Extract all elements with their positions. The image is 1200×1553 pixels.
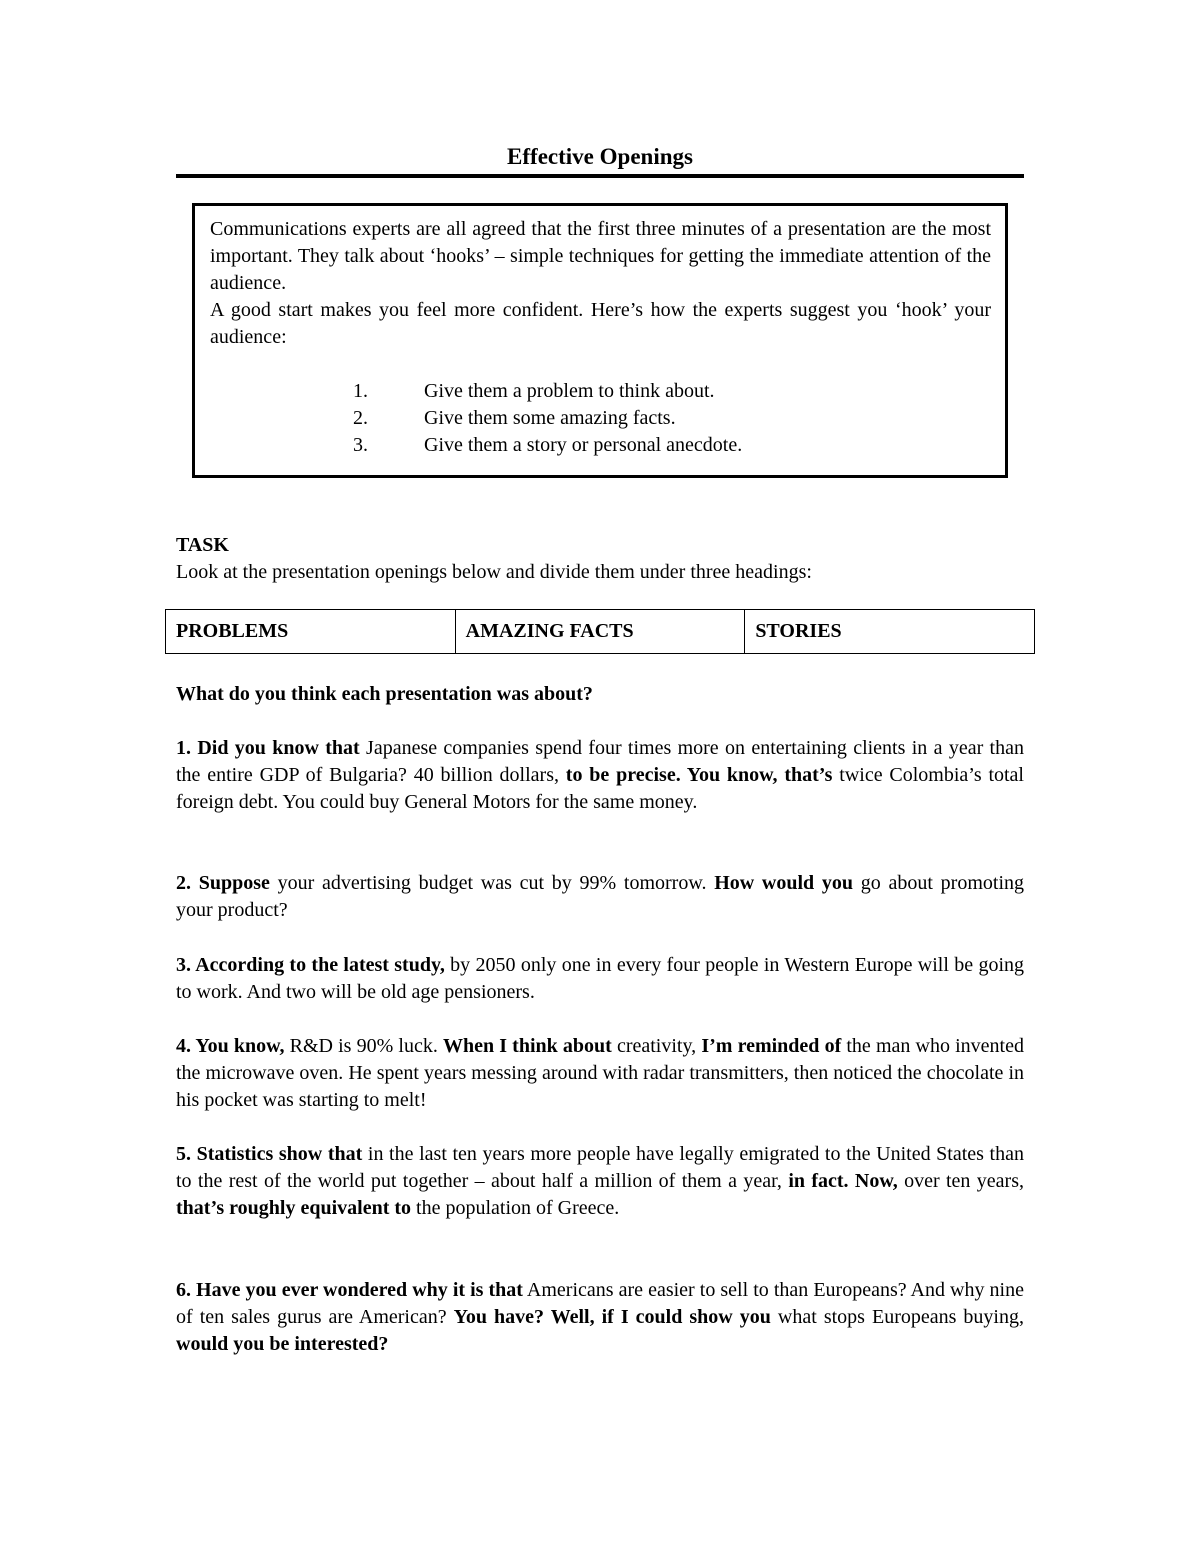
hook-number: 2. xyxy=(353,407,368,429)
opening-segment: 5. Statistics show that xyxy=(176,1143,363,1165)
headings-table xyxy=(165,609,1035,654)
opening-segment: twice Colombia’s total foreign debt. You could buy General Motors for the same money. xyxy=(176,764,1024,813)
column-amazing-facts: AMAZING FACTS xyxy=(455,610,745,654)
opening-segment: creativity, xyxy=(611,1035,702,1057)
table-row xyxy=(166,610,1035,654)
task-heading: TASK xyxy=(176,534,229,556)
opening-segment: what stops Europeans buying, xyxy=(770,1306,1024,1328)
opening-segment: 3. According to the latest study, xyxy=(176,954,445,976)
opening-segment: by 2050 only one in every four people in Western Europe will be going to work. And two will be old age pensioners. xyxy=(176,954,1025,1003)
opening-segment: would you be interested? xyxy=(176,1333,389,1355)
hook-text: Give them some amazing facts. xyxy=(424,407,676,429)
column-problems: PROBLEMS xyxy=(166,610,456,654)
opening-6 xyxy=(176,1277,1024,1358)
opening-segment: in fact. Now, xyxy=(788,1170,898,1192)
column-stories: STORIES xyxy=(745,610,1035,654)
opening-segment: You have? Well, if I could show you xyxy=(453,1306,771,1328)
task-instruction: Look at the presentation openings below and divide them under three headings: xyxy=(176,561,812,583)
hook-item xyxy=(210,432,991,459)
hook-item xyxy=(210,405,991,432)
hooks-list xyxy=(210,378,991,459)
opening-segment: I’m reminded of xyxy=(701,1035,842,1057)
opening-segment: the population of Greece. xyxy=(411,1197,620,1219)
opening-segment: R&D is 90% luck. xyxy=(284,1035,443,1057)
opening-segment: your advertising budget was cut by 99% tomorrow. xyxy=(269,872,715,894)
opening-4 xyxy=(176,1033,1024,1114)
opening-segment: in the last ten years more people have legally emigrated to the United States than to the rest of the world put together – about half a million of them a year, xyxy=(176,1143,1024,1192)
opening-segment: 1. Did you know that xyxy=(176,737,360,759)
opening-2 xyxy=(176,870,1024,924)
opening-segment: Japanese companies spend four times more on entertaining clients in a year than the entire GDP of Bulgaria? 40 billion dollars, xyxy=(176,737,1024,786)
intro-box xyxy=(192,203,1008,478)
intro-paragraph-2: A good start makes you feel more confident. Here’s how the experts suggest you ‘hook’ your audience: xyxy=(210,299,991,348)
opening-segment: 4. You know, xyxy=(176,1035,285,1057)
hook-number: 1. xyxy=(353,380,368,402)
intro-paragraph-1: Communications experts are all agreed that the first three minutes of a presentation are the most important. They talk about ‘hooks’ – simple techniques for getting the immediate attention of the audience. xyxy=(210,218,991,294)
question-heading: What do you think each presentation was about? xyxy=(176,683,593,705)
opening-segment: over ten years, xyxy=(897,1170,1024,1192)
opening-1 xyxy=(176,735,1024,816)
page-title: Effective Openings xyxy=(507,144,693,169)
title-underline xyxy=(176,174,1024,178)
opening-segment: Americans are easier to sell to than Europeans? And why nine of ten sales gurus are American? xyxy=(176,1279,1024,1328)
opening-segment: that’s roughly equivalent to xyxy=(176,1197,412,1219)
hook-text: Give them a story or personal anecdote. xyxy=(424,434,743,456)
opening-segment: 2. Suppose xyxy=(176,872,270,894)
opening-3 xyxy=(176,952,1024,1006)
hook-number: 3. xyxy=(353,434,368,456)
opening-segment: 6. Have you ever wondered why it is that xyxy=(176,1279,523,1301)
hook-text: Give them a problem to think about. xyxy=(424,380,715,402)
hook-item xyxy=(210,378,991,405)
opening-segment: the man who invented the microwave oven. He spent years messing around with radar transmitters, then noticed the chocolate in his pocket was starting to melt! xyxy=(176,1035,1024,1111)
opening-segment: When I think about xyxy=(442,1035,612,1057)
opening-segment: to be precise. You know, that’s xyxy=(565,764,833,786)
opening-segment: go about promoting your product? xyxy=(176,872,1025,921)
opening-segment: How would you xyxy=(714,872,854,894)
opening-5 xyxy=(176,1141,1024,1222)
